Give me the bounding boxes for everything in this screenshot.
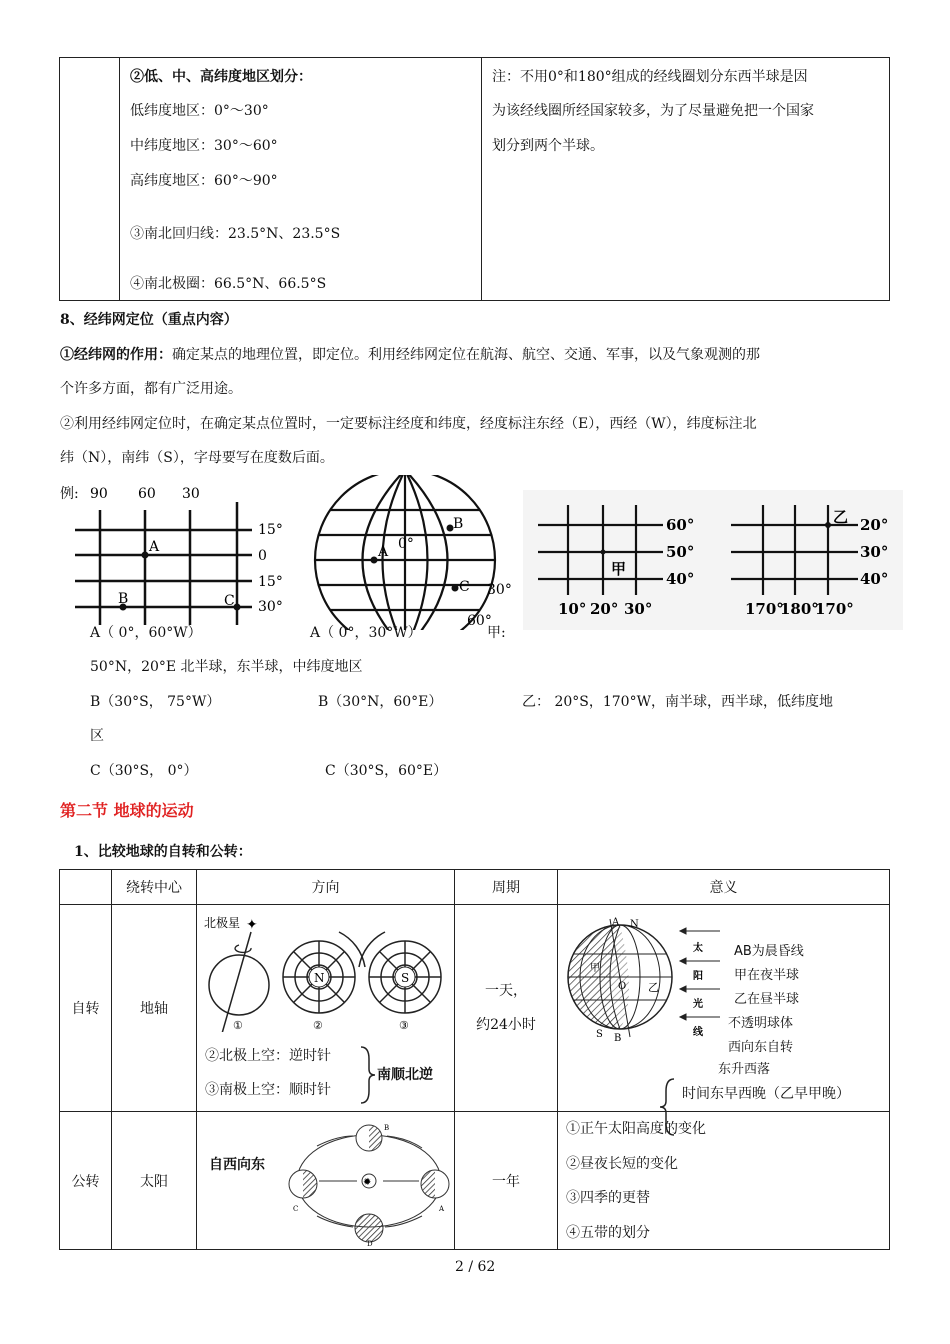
revolution-meaning-2: ②昼夜长短的变化 bbox=[566, 1156, 678, 1172]
revolution-meaning-4: ④五带的划分 bbox=[566, 1225, 650, 1241]
section8-p2-line1: ②利用经纬网定位时，在确定某点位置时，一定要标注经度和纬度，经度标注东经（E），西经（W），纬度标注北 bbox=[60, 416, 757, 432]
globe-label-60deg: 60° bbox=[467, 613, 492, 629]
jia-point bbox=[601, 550, 606, 555]
answer-a1: A（ 0°，60°W） bbox=[90, 625, 202, 641]
rotation-row bbox=[60, 905, 890, 1112]
section8-heading: 8、经纬网定位（重点内容） bbox=[60, 312, 238, 328]
answer-jia-label: 甲: bbox=[487, 625, 506, 641]
rotation-center: 地轴 bbox=[112, 905, 197, 1112]
jia-right-label-60: 60° bbox=[666, 516, 695, 534]
top-table bbox=[59, 57, 890, 301]
yi-point bbox=[825, 522, 831, 528]
answer-a2: A（ 0°，30°W） bbox=[310, 625, 422, 641]
grid1-top-label-60: 60 bbox=[138, 486, 156, 502]
globe2-label-jia: 甲 bbox=[590, 963, 600, 974]
header-period: 周期 bbox=[455, 870, 558, 905]
north-star-icon: ✦ bbox=[246, 917, 258, 933]
yi-bottom-label-170w: 170° bbox=[745, 600, 784, 618]
section8-p1-line2: 个许多方面，都有广泛用途。 bbox=[60, 381, 242, 397]
top-table-note-cell bbox=[482, 58, 890, 301]
header-direction: 方向 bbox=[197, 870, 455, 905]
grid1-right-label-30s: 30° bbox=[258, 599, 283, 615]
p1-bold: ①经纬网的作用： bbox=[60, 347, 172, 363]
p1-rest: 确定某点的地理位置，即定位。利用经纬网定位在航海、航空、交通、军事，以及气象观测的那 bbox=[172, 347, 760, 363]
answer-jia: 50°N，20°E 北半球，东半球，中纬度地区 bbox=[90, 659, 363, 675]
high-latitude: 高纬度地区：60°～90° bbox=[130, 173, 278, 189]
grid-diagram-jia-yi bbox=[523, 490, 903, 630]
page-number: 2 / 62 bbox=[455, 1259, 496, 1275]
latitude-division-title: ②低、中、高纬度地区划分： bbox=[130, 69, 312, 85]
polar-circles: ④南北极圈：66.5°N、66.5°S bbox=[130, 276, 327, 292]
direction-south: ③南极上空：顺时针 bbox=[205, 1082, 331, 1098]
answer-c1: C（30°S， 0°） bbox=[90, 763, 198, 779]
grid1-label-b: B bbox=[118, 591, 129, 607]
yi-right-label-40: 40° bbox=[860, 570, 889, 588]
globe-label-30deg: 30° bbox=[487, 582, 512, 598]
revolution-direction-cell bbox=[197, 1112, 455, 1250]
header-center: 绕转中心 bbox=[112, 870, 197, 905]
globe2-label-b: B bbox=[614, 1033, 622, 1044]
revolution-meaning-1: ①正午太阳高度的变化 bbox=[566, 1121, 706, 1137]
meaning-rise-set: 东升西落 bbox=[718, 1062, 771, 1077]
orbit-label-c: C bbox=[293, 1205, 299, 1213]
circle-label-1: ① bbox=[233, 1019, 243, 1032]
orbit-diagram bbox=[287, 1116, 452, 1246]
period-line-2: 约24小时 bbox=[476, 1017, 536, 1033]
yi-bottom-label-170e: 170° bbox=[815, 600, 854, 618]
top-table-latitude-cell bbox=[120, 58, 482, 301]
globe-label-c: C bbox=[459, 579, 470, 595]
grid1-right-label-15s: 15° bbox=[258, 574, 283, 590]
jia-right-label-40: 40° bbox=[666, 570, 695, 588]
sunlight-char-2: 阳 bbox=[693, 971, 703, 982]
yi-bottom-label-180: 180° bbox=[780, 600, 819, 618]
globe2-label-a: A bbox=[612, 917, 620, 928]
circle-label-2: ② bbox=[313, 1019, 323, 1032]
period-line-1: 一天， bbox=[485, 983, 527, 999]
globe-label-a: A bbox=[378, 544, 389, 560]
rotation-period bbox=[455, 905, 558, 1112]
example-label: 例: bbox=[60, 486, 79, 502]
grid1-top-label-30: 30 bbox=[182, 486, 200, 502]
globe-point-c bbox=[452, 585, 459, 592]
grid1-point-a bbox=[142, 552, 149, 559]
yi-right-label-20: 20° bbox=[860, 516, 889, 534]
orbit-label-d: D bbox=[367, 1240, 373, 1246]
answer-c2: C（30°S，60°E） bbox=[325, 763, 448, 779]
section2-title: 第二节 地球的运动 bbox=[60, 801, 194, 820]
globe-label-0deg: 0° bbox=[398, 536, 414, 552]
meaning-time: 时间东早西晚（乙早甲晚） bbox=[682, 1086, 850, 1102]
yi-right-label-30: 30° bbox=[860, 543, 889, 561]
mid-latitude: 中纬度地区：30°～60° bbox=[130, 138, 278, 154]
answer-yi-line1: 乙： 20°S，170°W，南半球，西半球，低纬度地 bbox=[522, 694, 833, 710]
sunlight-char-4: 线 bbox=[693, 1027, 703, 1038]
note-line-2: 为该经线圈所经国家较多，为了尽量避免把一个国家 bbox=[492, 103, 814, 119]
rotation-direction-cell bbox=[197, 905, 455, 1112]
revolution-row bbox=[60, 1112, 890, 1250]
globe2-label-s: S bbox=[596, 1029, 603, 1040]
grid1-label-a: A bbox=[149, 539, 160, 555]
globe2-label-o: O bbox=[618, 981, 627, 992]
grid1-top-label-90: 90 bbox=[90, 486, 108, 502]
grid-diagram-1 bbox=[60, 480, 300, 630]
grid1-right-label-15n: 15° bbox=[258, 522, 283, 538]
answer-yi-line2: 区 bbox=[90, 728, 104, 744]
rotation-name: 自转 bbox=[60, 905, 112, 1112]
section8-p2-line2: 纬（N），南纬（S），字母要写在度数后面。 bbox=[60, 450, 334, 466]
globe-diagram bbox=[300, 475, 520, 630]
revolution-period: 一年 bbox=[455, 1112, 558, 1250]
brace-label: 南顺北逆 bbox=[377, 1067, 433, 1083]
tropic-lines: ③南北回归线：23.5°N、23.5°S bbox=[130, 226, 341, 242]
circle-label-3: ③ bbox=[399, 1019, 409, 1032]
meaning-jia-night: 甲在夜半球 bbox=[734, 968, 800, 983]
jia-bottom-label-10: 10° bbox=[558, 600, 587, 618]
revolution-meaning-3: ③四季的更替 bbox=[566, 1190, 650, 1206]
section2-subtitle: 1、比较地球的自转和公转： bbox=[74, 844, 252, 860]
note-line-3: 划分到两个半球。 bbox=[492, 138, 604, 154]
meaning-yi-day: 乙在昼半球 bbox=[734, 992, 800, 1007]
note-line-1: 注：不用0°和180°组成的经线圈划分东西半球是因 bbox=[492, 69, 808, 85]
globe2-label-n: N bbox=[630, 919, 639, 930]
s-pole-label: S bbox=[401, 971, 410, 985]
direction-north: ②北极上空：逆时针 bbox=[205, 1048, 331, 1064]
header-meaning: 意义 bbox=[558, 870, 890, 905]
answer-b2: B（30°N，60°E） bbox=[318, 694, 443, 710]
globe-point-a bbox=[371, 557, 378, 564]
n-pole-label: N bbox=[314, 971, 325, 985]
meaning-opaque: 不透明球体 bbox=[728, 1016, 794, 1031]
sunlight-char-1: 太 bbox=[693, 943, 703, 954]
direction-brace bbox=[357, 1045, 377, 1105]
orbit-label-b: B bbox=[384, 1124, 390, 1132]
globe2-label-yi: 乙 bbox=[648, 981, 659, 994]
day-night-globe bbox=[560, 909, 730, 1044]
answer-b1: B（30°S， 75°W） bbox=[90, 694, 221, 710]
revolution-meaning-cell bbox=[558, 1112, 890, 1250]
rotation-direction-diagram bbox=[199, 907, 451, 1032]
low-latitude: 低纬度地区：0°～30° bbox=[130, 103, 269, 119]
header-empty bbox=[60, 870, 112, 905]
north-star-label: 北极星 bbox=[204, 916, 241, 930]
section8-p1 bbox=[60, 346, 760, 364]
revolution-name: 公转 bbox=[60, 1112, 112, 1250]
sunlight-char-3: 光 bbox=[693, 999, 703, 1010]
globe-label-b: B bbox=[453, 516, 464, 532]
jia-bottom-label-20: 20° bbox=[590, 600, 619, 618]
meaning-west-east: 西向东自转 bbox=[728, 1040, 794, 1055]
revolution-direction: 自西向东 bbox=[209, 1157, 265, 1173]
yi-point-label: 乙 bbox=[833, 508, 849, 526]
jia-point-label: 甲 bbox=[611, 560, 627, 578]
grid1-label-c: C bbox=[224, 593, 235, 609]
revolution-center: 太阳 bbox=[112, 1112, 197, 1250]
motion-table bbox=[59, 869, 890, 1250]
grid1-right-label-0: 0 bbox=[258, 548, 267, 564]
orbit-label-a: A bbox=[439, 1205, 445, 1213]
sun-icon: ✹ bbox=[363, 1177, 372, 1188]
meaning-ab-line: AB为晨昏线 bbox=[734, 944, 804, 959]
jia-bottom-label-30: 30° bbox=[624, 600, 653, 618]
top-table-empty-cell bbox=[60, 58, 120, 301]
rotation-meaning-cell bbox=[558, 905, 890, 1112]
jia-right-label-50: 50° bbox=[666, 543, 695, 561]
